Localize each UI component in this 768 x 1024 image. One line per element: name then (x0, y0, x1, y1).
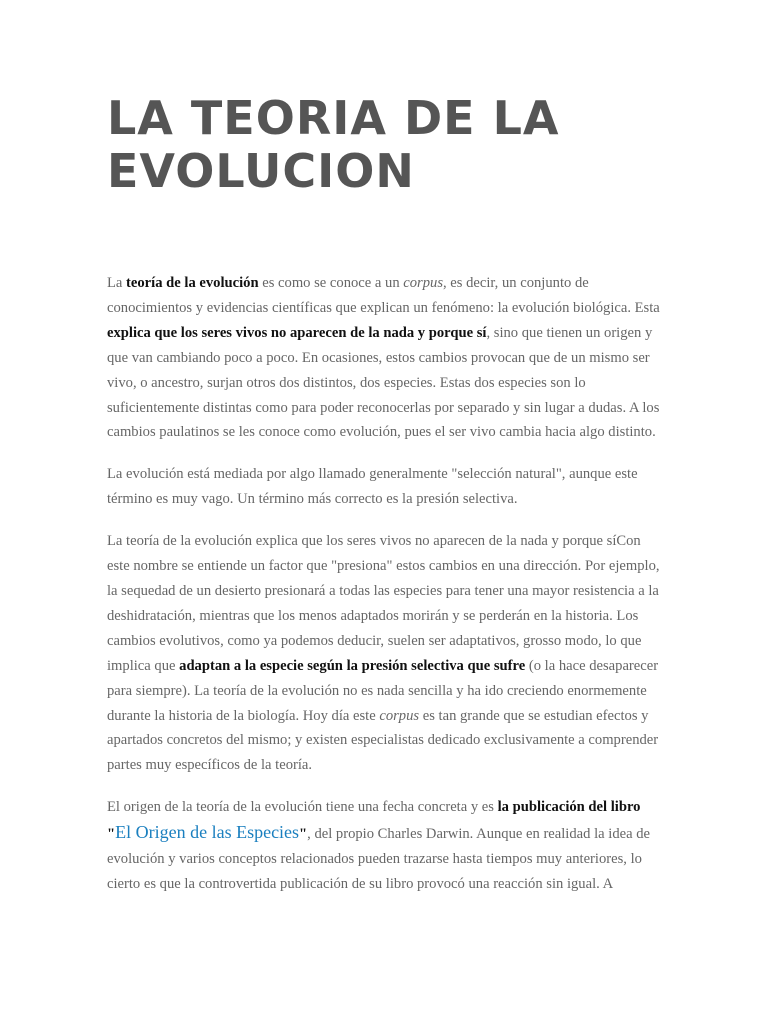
book-link[interactable]: El Origen de las Especies (115, 822, 300, 843)
document-page (107, 92, 663, 914)
paragraph-3 (107, 529, 663, 778)
italic-term-corpus: corpus (379, 707, 420, 724)
paragraph-1 (107, 271, 663, 445)
article-body (107, 271, 663, 897)
bold-phrase: explica que los seres vivos no aparecen de la nada y porque sí (107, 324, 487, 341)
quote-open: " (107, 826, 116, 843)
text-run: La evolución está mediada por algo llamado generalmente "selección natural", aunque este término es muy vago. Un término más correcto es la presión selectiva. (107, 466, 638, 508)
bold-term-teoria: teoría de la evolución (126, 275, 259, 291)
paragraph-4 (107, 795, 663, 897)
bold-phrase: adaptan a la especie según la presión selectiva que sufre (179, 657, 526, 674)
text-run: La (107, 275, 127, 291)
bold-phrase: la publicación del libro (497, 799, 641, 816)
text-run: La teoría de la evolución explica que los seres vivos no aparecen de la nada y porque síCon este nombre se entiende un factor que "presiona" estos cambios en una dirección. Por ejemplo, la sequedad de un desierto presionará a todas las especies para tener una mayor resistencia a la deshidratación, mientras que los menos adaptados morirán y se perderán en la historia. Los cambios evolutivos, como ya podemos deducir, suelen ser adaptativos, grosso modo, lo que implica que (107, 533, 660, 674)
text-run: es como se conoce a un (258, 275, 404, 291)
text-run: El origen de la teoría de la evolución tiene una fecha concreta y es (107, 799, 498, 816)
italic-term-corpus: corpus (403, 275, 443, 291)
text-run: (o la hace desaparecer para siempre). La teoría de la evolución no es nada sencilla y ha ido creciendo enormemente durante la historia de la biología. Hoy día este (107, 657, 659, 724)
text-run: , sino que tienen un origen y que van cambiando poco a poco. En ocasiones, estos cambios provocan que de un mismo ser vivo, o ancestro, surjan otros dos distintos, dos especies. Estas dos especies son lo suficientemente distintas como para poder reconocerlas por separado y sin lugar a dudas. A los cambios paulatinos se les conoce como evolución, pues el ser vivo cambia hacia algo distinto. (107, 324, 660, 441)
page-title: LA TEORIA DE LA EVOLUCION (107, 91, 560, 198)
text-run: , es decir, un conjunto de conocimientos y evidencias científicas que explican un fenómeno: la evolución biológica. Esta (107, 275, 660, 316)
quote-close: " (299, 826, 308, 843)
text-run: , del propio Charles Darwin. Aunque en realidad la idea de evolución y varios conceptos relacionados pueden trazarse hasta tiempos muy anteriores, lo cierto es que la controvertida publicación de su libro provocó una reacción sin igual. A (107, 826, 650, 892)
paragraph-2 (107, 462, 663, 512)
text-run: es tan grande que se estudian efectos y apartados concretos del mismo; y existen especialistas dedicado exclusivamente a comprender partes muy específicos de la teoría. (107, 707, 659, 774)
